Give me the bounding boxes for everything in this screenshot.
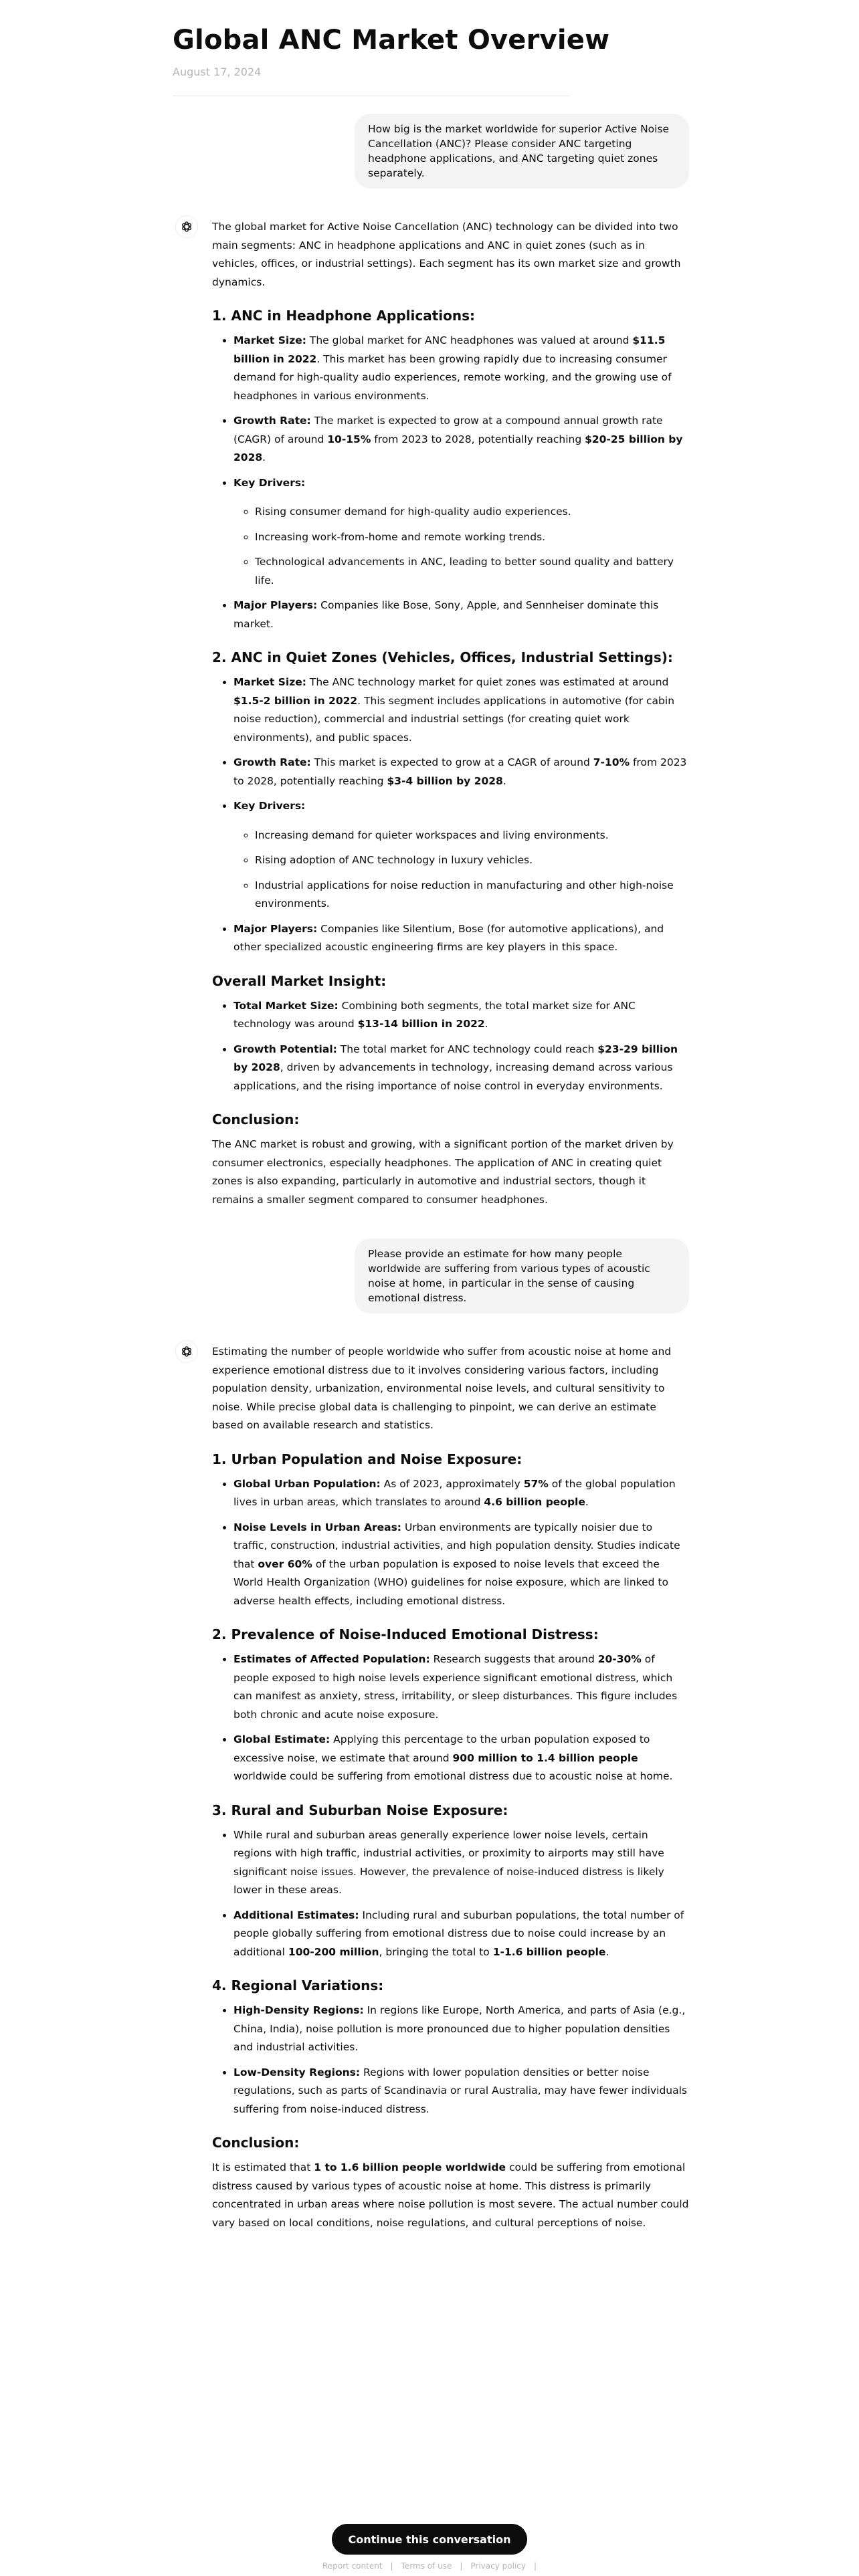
bold-text: Market Size: (233, 676, 306, 688)
list-item (233, 597, 689, 633)
text-span: . (502, 774, 506, 787)
text-span: The ANC market is robust and growing, with a significant portion of the market driven by consumer electronics, especially headphones. The application of ANC in creating quiet zones is also expanding, particularly in automotive and industrial sectors, though it remains a smaller segment compared to consumer headphones. (212, 1138, 674, 1206)
bullet-list (212, 673, 689, 957)
bold-text: Global Urban Population: (233, 1477, 381, 1490)
list-item (233, 1731, 689, 1786)
sub-list-item (255, 528, 689, 547)
text-span: Regions with lower population densities or better noise regulations, such as parts of Scandinavia or rural Australia, may have fewer individuals suffering from noise-induced distress. (233, 2066, 687, 2115)
bold-text: $1.5-2 billion in 2022 (233, 694, 358, 707)
bold-text: Growth Potential: (233, 1043, 337, 1055)
conversation-column (173, 0, 689, 2244)
assistant-message (173, 1343, 689, 2244)
text-span: The market is expected to grow at a compound annual growth rate (CAGR) of around (233, 415, 663, 445)
sub-list-item (255, 851, 689, 870)
bullet-list (212, 1475, 689, 1611)
list-item (233, 920, 689, 957)
user-message (173, 114, 689, 189)
footer-separator: | (533, 2561, 537, 2571)
list-item (233, 1907, 689, 1962)
footer-links (0, 2561, 859, 2571)
bold-text: Key Drivers: (233, 476, 306, 489)
text-span: Technological advancements in ANC, leading to better sound quality and battery life. (255, 556, 674, 586)
text-span: from 2023 to 2028, potentially reaching (233, 756, 687, 787)
list-item (233, 997, 689, 1034)
sub-list-item (255, 503, 689, 522)
paragraph (212, 1136, 689, 1209)
text-span: , bringing the total to (379, 1945, 493, 1958)
bold-text: Growth Rate: (233, 756, 311, 768)
text-span: Research suggests that around (430, 1653, 598, 1665)
text-span: This market is expected to grow at a CAGR of around (310, 756, 593, 768)
bold-text: 4.6 billion people (484, 1496, 585, 1508)
text-span: of the global population lives in urban areas, which translates to around (233, 1477, 676, 1508)
text-span: . This market has been growing rapidly due to increasing consumer demand for high-quality audio experiences, remote working, and the growing use of headphones in various environments. (233, 352, 672, 402)
assistant-message (173, 218, 689, 1221)
terms-of-use-link[interactable]: Terms of use (401, 2561, 452, 2571)
text-span: . (262, 451, 266, 463)
section-heading: Conclusion: (212, 1111, 300, 1128)
bullet-list (212, 997, 689, 1096)
sub-bullet-list (233, 827, 689, 914)
text-span: Increasing work-from-home and remote working trends. (255, 530, 546, 543)
text-span: It is estimated that (212, 2161, 314, 2173)
list-item (233, 673, 689, 747)
bold-text: 900 million to 1.4 billion people (452, 1751, 638, 1764)
user-message-bubble: Please provide an estimate for how many people worldwide are suffering from various types of acoustic noise at home, in particular in the sense of causing emotional distress. (355, 1239, 689, 1313)
bullet-list (212, 332, 689, 633)
list-item (233, 1041, 689, 1096)
bold-text: Additional Estimates: (233, 1909, 359, 1921)
bold-text: Major Players: (233, 922, 318, 935)
text-span: Combining both segments, the total market size for ANC technology was around (233, 999, 636, 1030)
text-span: Including rural and suburban populations, the total number of people globally suffering from emotional distress due to noise could increase by an additional (233, 1909, 684, 1958)
bold-text: 100-200 million (288, 1945, 379, 1958)
report-content-link[interactable]: Report content (322, 2561, 383, 2571)
list-item (233, 1650, 689, 1724)
paragraph (212, 218, 689, 292)
bold-text: $3-4 billion by 2028 (387, 774, 503, 787)
text-span: As of 2023, approximately (380, 1477, 524, 1490)
text-span: Rising adoption of ANC technology in luxury vehicles. (255, 854, 533, 866)
section-heading: 2. ANC in Quiet Zones (Vehicles, Offices, Industrial Settings): (212, 649, 673, 665)
page-title: Global ANC Market Overview (173, 25, 610, 56)
footer-separator: | (460, 2561, 463, 2571)
list-item (233, 1519, 689, 1611)
bold-text: over 60% (258, 1558, 312, 1570)
bold-text: 1-1.6 billion people (492, 1945, 606, 1958)
sub-list-item (255, 877, 689, 914)
openai-logo-icon (175, 1340, 198, 1363)
bold-text: 57% (523, 1477, 549, 1490)
bold-text: Noise Levels in Urban Areas: (233, 1521, 402, 1533)
bold-text: High-Density Regions: (233, 2004, 364, 2016)
user-message (173, 1239, 689, 1313)
list-item (233, 412, 689, 467)
text-span: Increasing demand for quieter workspaces and living environments. (255, 829, 609, 841)
text-span: Applying this percentage to the urban population exposed to excessive noise, we estimate that around (233, 1733, 650, 1764)
sub-bullet-list (233, 503, 689, 590)
text-span: Urban environments are typically noisier due to traffic, construction, industrial activities, and high population density. Studies indicate that (233, 1521, 680, 1570)
conversation-date: August 17, 2024 (173, 66, 262, 78)
bold-text: Low-Density Regions: (233, 2066, 361, 2078)
user-message-bubble: How big is the market worldwide for superior Active Noise Cancellation (ANC)? Please consider ANC targeting headphone applications, and ANC targeting quiet zones separately. (355, 114, 689, 189)
list-item (233, 332, 689, 405)
text-span: In regions like Europe, North America, and parts of Asia (e.g., China, India), noise pollution is more pronounced due to higher population densities and industrial activities. (233, 2004, 686, 2053)
bold-text: Global Estimate: (233, 1733, 330, 1745)
bold-text: 1 to 1.6 billion people worldwide (314, 2161, 506, 2173)
paragraph (212, 2159, 689, 2232)
continue-conversation-button[interactable]: Continue this conversation (332, 2524, 527, 2555)
bullet-list (212, 2002, 689, 2119)
text-span: The total market for ANC technology could reach (337, 1043, 598, 1055)
section-heading: 1. ANC in Headphone Applications: (212, 308, 476, 324)
list-item (233, 2064, 689, 2119)
bold-text: Key Drivers: (233, 800, 306, 812)
privacy-policy-link[interactable]: Privacy policy (470, 2561, 526, 2571)
text-span: Companies like Bose, Sony, Apple, and Sennheiser dominate this market. (233, 599, 659, 630)
text-span: While rural and suburban areas generally experience lower noise levels, certain regions with high traffic, industrial activities, or proximity to airports may still have significant noise issues. However, the prevalence of noise-induced distress is likely lower in these areas. (233, 1828, 664, 1896)
text-span: could be suffering from emotional distress caused by various types of acoustic noise at home. This distress is primarily concentrated in urban areas where noise pollution is most severe. The actual number could vary based on local conditions, noise regulations, and cultural perceptions of noise. (212, 2161, 689, 2229)
sub-list-item (255, 553, 689, 590)
text-span: . (484, 1018, 488, 1030)
list-item (233, 1826, 689, 1900)
list-item (233, 1475, 689, 1512)
text-span: of the urban population is exposed to noise levels that exceed the World Health Organization (WHO) guidelines for noise exposure, which are linked to adverse health effects, including emotional distress. (233, 1558, 668, 1607)
sub-list-item (255, 827, 689, 845)
section-heading: 4. Regional Variations: (212, 1977, 384, 1994)
bullet-list (212, 1826, 689, 1962)
section-heading: 1. Urban Population and Noise Exposure: (212, 1451, 522, 1467)
bold-text: $13-14 billion in 2022 (357, 1018, 485, 1030)
text-span: Industrial applications for noise reduction in manufacturing and other high-noise environments. (255, 879, 674, 909)
text-span: of people exposed to high noise levels experience significant emotional distress, which can manifest as anxiety, stress, irritability, or sleep disturbances. This figure includes both chronic and acute noise exposure. (233, 1653, 678, 1721)
assistant-message-body (212, 218, 689, 1221)
section-heading: Conclusion: (212, 2135, 300, 2151)
bold-text: Estimates of Affected Population: (233, 1653, 430, 1665)
list-item (233, 797, 689, 914)
list-item (233, 474, 689, 591)
text-span: Estimating the number of people worldwide who suffer from acoustic noise at home and experience emotional distress due to it involves considering various factors, including population density, urbanization, environmental noise levels, and cultural sensitivity to noise. While precise global data is challenging to pinpoint, we can derive an estimate based on available research and statistics. (212, 1346, 672, 1431)
text-span: The global market for Active Noise Cancellation (ANC) technology can be divided into two main segments: ANC in headphone applications and ANC in quiet zones (such as in vehicles, offices, or industrial settings). Each segment has its own market size and growth dynamics. (212, 221, 681, 288)
list-item (233, 754, 689, 790)
bold-text: Major Players: (233, 599, 318, 611)
text-span: Rising consumer demand for high-quality audio experiences. (255, 506, 571, 518)
text-span: . (585, 1496, 589, 1508)
paragraph (212, 1343, 689, 1435)
section-heading: 3. Rural and Suburban Noise Exposure: (212, 1802, 508, 1818)
bold-text: Market Size: (233, 334, 306, 346)
footer-separator: | (390, 2561, 393, 2571)
text-span: Companies like Silentium, Bose (for automotive applications), and other specialized acoustic engineering firms are key players in this space. (233, 922, 664, 953)
bullet-list (212, 1650, 689, 1786)
bold-text: $20-25 billion by 2028 (233, 433, 683, 463)
bold-text: Total Market Size: (233, 999, 339, 1012)
bold-text: Growth Rate: (233, 415, 311, 427)
bold-text: 20-30% (597, 1653, 642, 1665)
text-span: The global market for ANC headphones was valued at around (306, 334, 633, 346)
bold-text: 7-10% (593, 756, 630, 768)
bold-text: $11.5 billion in 2022 (233, 334, 666, 365)
text-span: worldwide could be suffering from emotional distress due to acoustic noise at home. (233, 1770, 673, 1782)
text-span: The ANC technology market for quiet zones was estimated at around (306, 676, 669, 688)
text-span: . This segment includes applications in automotive (for cabin noise reduction), commercial and industrial settings (for creating quiet work environments), and public spaces. (233, 694, 675, 744)
message-thread (173, 114, 689, 2244)
text-span: , driven by advancements in technology, increasing demand across various applications, and the rising importance of noise control in everyday environments. (233, 1061, 673, 1092)
section-heading: 2. Prevalence of Noise-Induced Emotional Distress: (212, 1626, 599, 1642)
bold-text: 10-15% (327, 433, 371, 445)
section-heading: Overall Market Insight: (212, 972, 387, 989)
bold-text: $23-29 billion by 2028 (233, 1043, 678, 1073)
list-item (233, 2002, 689, 2057)
assistant-message-body (212, 1343, 689, 2244)
openai-logo-icon (175, 215, 198, 238)
text-span: from 2023 to 2028, potentially reaching (371, 433, 585, 445)
text-span: . (605, 1945, 609, 1958)
